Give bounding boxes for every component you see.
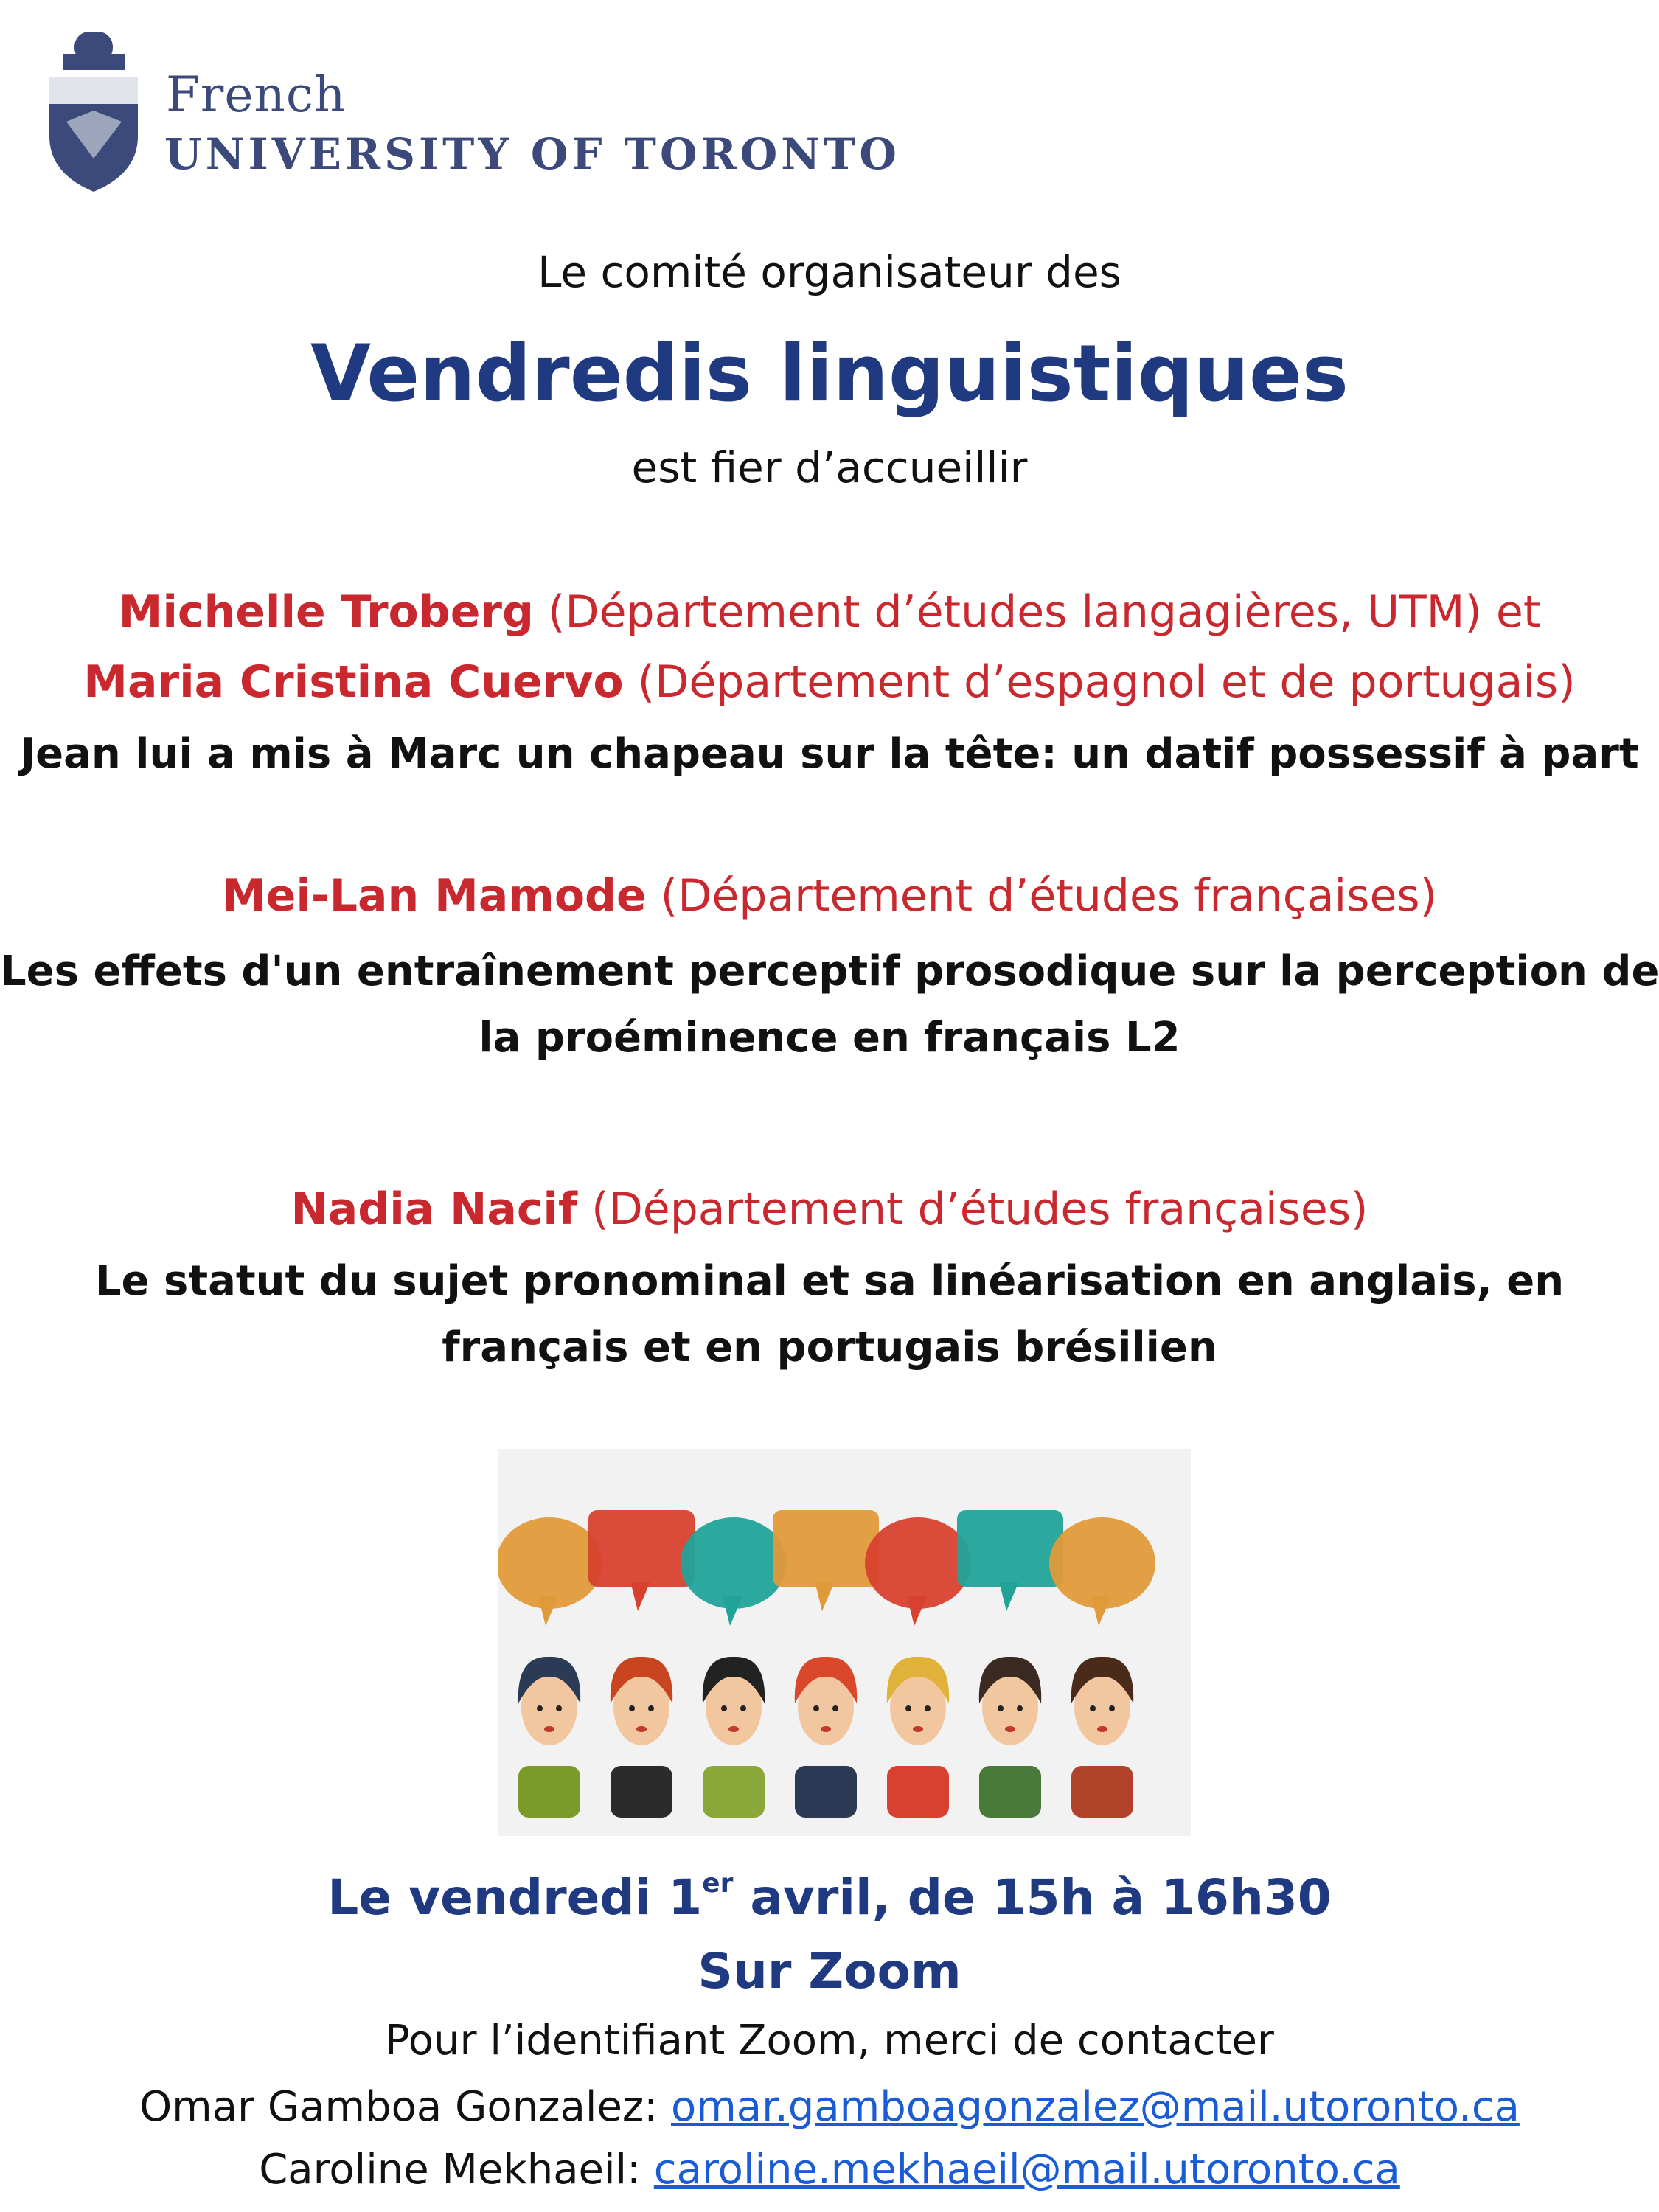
people-talking-icon: [498, 1449, 1191, 1836]
person-eye-icon: [721, 1705, 727, 1711]
contact-email-link[interactable]: caroline.mekhaeil@mail.utoronto.ca: [653, 2146, 1400, 2194]
talk-2-speaker: [0, 870, 1659, 922]
talk-2-title-line-2: la proéminence en français L2: [479, 1014, 1180, 1062]
talk-3-title-line-2: français et en portugais brésilien: [442, 1324, 1217, 1371]
person-eye-icon: [998, 1705, 1004, 1711]
speech-bubble-icon: [588, 1510, 695, 1587]
person-mouth-icon: [636, 1726, 647, 1732]
department-name: French: [166, 66, 347, 123]
speaker-name: Maria Cristina Cuervo: [83, 656, 624, 708]
university-name: UNIVERSITY OF TORONTO: [164, 129, 900, 179]
person-eye-icon: [556, 1705, 562, 1711]
series-title: Vendredis linguistiques: [310, 328, 1349, 419]
contact-row-2: [0, 2146, 1659, 2194]
speaker-affiliation: (Département d’études langagières, UTM) et: [548, 586, 1541, 638]
person-body-icon: [1071, 1766, 1133, 1818]
person-eye-icon: [648, 1705, 654, 1711]
speaker-name: Nadia Nacif: [291, 1183, 578, 1235]
person-eye-icon: [925, 1705, 931, 1711]
person-mouth-icon: [1097, 1726, 1107, 1732]
person-mouth-icon: [913, 1726, 923, 1732]
speaker-affiliation: (Département d’espagnol et de portugais): [637, 656, 1576, 708]
intro-line-2: est fier d’accueillir: [631, 442, 1028, 493]
intro-line-1: Le comité organisateur des: [538, 247, 1121, 297]
person-eye-icon: [537, 1705, 543, 1711]
person-eye-icon: [1090, 1705, 1096, 1711]
talk-3-title-line-1: Le statut du sujet pronominal et sa linéarisation en anglais, en: [94, 1257, 1565, 1305]
person-body-icon: [979, 1766, 1041, 1818]
speech-bubble-tail-icon: [538, 1596, 558, 1626]
person-eye-icon: [1109, 1705, 1115, 1711]
person-eye-icon: [813, 1705, 819, 1711]
person-mouth-icon: [728, 1726, 739, 1732]
person-body-icon: [611, 1766, 672, 1818]
speech-bubble-icon: [865, 1517, 971, 1609]
speaker-affiliation: (Département d’études françaises): [591, 1183, 1368, 1235]
event-date-time: [0, 1869, 1659, 1926]
person-mouth-icon: [544, 1726, 554, 1732]
speech-bubble-icon: [681, 1517, 787, 1609]
speaker-affiliation: (Département d’études françaises): [660, 870, 1438, 922]
event-place: Sur Zoom: [698, 1943, 961, 2000]
person-mouth-icon: [821, 1726, 831, 1732]
person-eye-icon: [1017, 1705, 1023, 1711]
talk-1-speaker-2: [0, 656, 1659, 708]
speech-bubble-icon: [1049, 1517, 1155, 1609]
speech-bubble-tail-icon: [907, 1596, 927, 1626]
contact-intro: Pour l’identifiant Zoom, merci de contacter: [385, 2017, 1274, 2065]
talk-3-speaker: [0, 1183, 1659, 1235]
event-date-pre: Le vendredi 1: [327, 1869, 703, 1926]
contact-email-link[interactable]: omar.gamboagonzalez@mail.utoronto.ca: [670, 2083, 1520, 2131]
contact-name: Caroline Mekhaeil:: [259, 2146, 654, 2194]
speech-bubble-tail-icon: [723, 1596, 742, 1626]
speech-bubble-icon: [957, 1510, 1063, 1587]
speech-bubble-tail-icon: [999, 1582, 1019, 1611]
contact-name: Omar Gamboa Gonzalez:: [139, 2083, 671, 2131]
speech-bubble-tail-icon: [815, 1582, 835, 1611]
speech-bubbles-illustration: [498, 1449, 1191, 1836]
talk-1-speaker-1: [0, 586, 1659, 638]
speech-bubble-tail-icon: [1091, 1596, 1111, 1626]
person-body-icon: [795, 1766, 857, 1818]
person-body-icon: [887, 1766, 949, 1818]
person-eye-icon: [740, 1705, 746, 1711]
speaker-name: Mei-Lan Mamode: [221, 870, 647, 922]
person-body-icon: [518, 1766, 580, 1818]
person-mouth-icon: [1005, 1726, 1015, 1732]
university-crest-icon: [41, 26, 147, 195]
event-date-sup: er: [702, 1868, 734, 1899]
person-eye-icon: [905, 1705, 911, 1711]
person-eye-icon: [832, 1705, 838, 1711]
person-body-icon: [703, 1766, 765, 1818]
speech-bubble-icon: [773, 1510, 879, 1587]
university-logo: [41, 26, 900, 195]
speech-bubble-icon: [498, 1517, 602, 1609]
speaker-name: Michelle Troberg: [118, 586, 534, 638]
contact-row-1: [0, 2083, 1659, 2131]
person-eye-icon: [629, 1705, 635, 1711]
talk-2-title-line-1: Les effets d'un entraînement perceptif prosodique sur la perception de: [0, 947, 1659, 995]
speech-bubble-tail-icon: [630, 1582, 650, 1611]
talk-1-title: Jean lui a mis à Marc un chapeau sur la tête: un datif possessif à part: [20, 730, 1639, 778]
event-date-post: avril, de 15h à 16h30: [733, 1869, 1332, 1926]
